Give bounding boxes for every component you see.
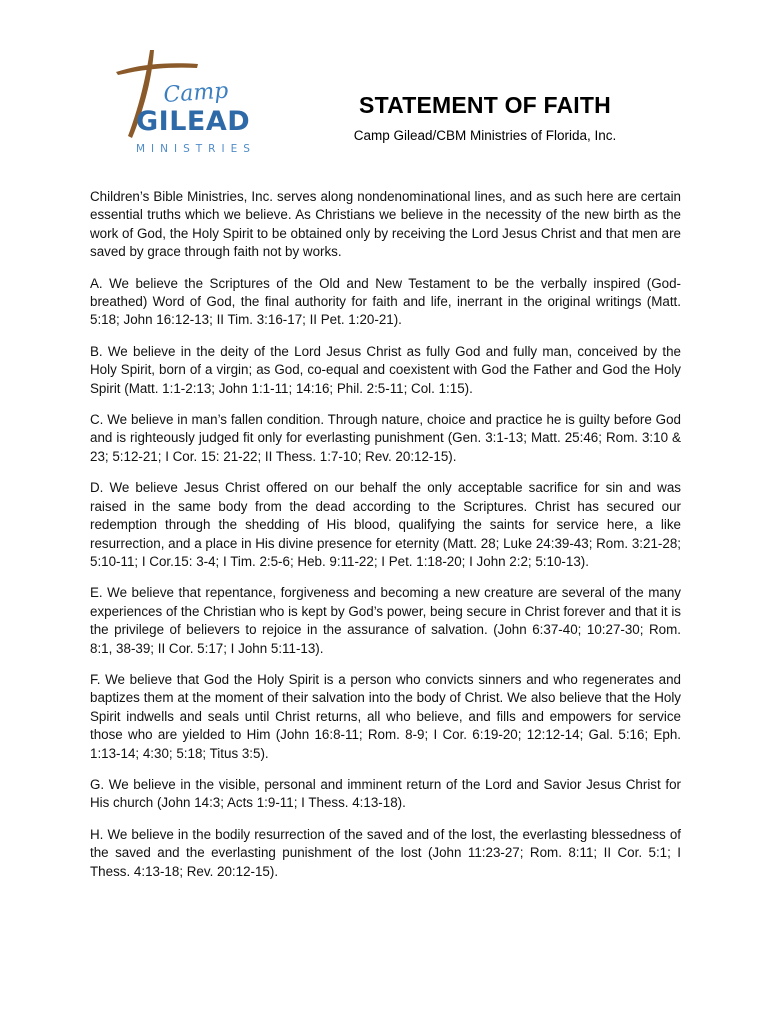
belief-f-paragraph: F. We believe that God the Holy Spirit is a person who convicts sinners and who regenerates and baptizes them at the moment of their salvation into the body of Christ. We also believe that the Holy Spirit indwells and seals until Christ returns, all who believe, and fills and empowers for service those who are yielded to Him (John 16:8-11; Rom. 8-9; I Cor. 6:19-20; 12:12-14; Gal. 5:16; Eph. 1:13-14; 4:30; 5:18; Titus 3:5).	[90, 671, 681, 761]
camp-gilead-logo	[110, 46, 285, 158]
belief-d-paragraph: D. We believe Jesus Christ offered on our behalf the only acceptable sacrifice for sin and was raised in the same body from the dead according to the Scriptures. Christ has secured our redemption through the shedding of His blood, qualifying the saints for service here, a like resurrection, and a place in His divine presence for eternity (Matt. 28; Luke 24:39-43; Rom. 3:21-28; 5:10-11; I Cor.15: 3-4; I Tim. 2:5-6; Heb. 9:11-22; I Pet. 1:18-20; I John 2:2; 5:10-13).	[90, 480, 681, 569]
belief-e-paragraph: E. We believe that repentance, forgiveness and becoming a new creature are several of the many experiences of the Christian who is kept by God’s power, being secure in Christ forever and that it is the privilege of believers to rejoice in the assurance of salvation. (John 6:37-40; 10:27-30; Rom. 8:1, 38-39; II Cor. 5:17; I John 5:11-13).	[90, 585, 681, 656]
belief-h-paragraph: H. We believe in the bodily resurrection of the saved and of the lost, the everlasting blessedness of the saved and the everlasting punishment of the lost (John 11:23-27; Rom. 8:11; II Cor. 5:1; I Thess. 4:13-18; Rev. 20:12-15).	[90, 826, 681, 879]
logo-script-text: Camp	[162, 78, 230, 108]
belief-c-paragraph: C. We believe in man’s fallen condition. Through nature, choice and practice he is guilty before God and is righteously judged fit only for everlasting punishment (Gen. 3:1-13; Matt. 25:46; Rom. 3:10 & 23; 5:12-21; I Cor. 15: 21-22; II Thess. 1:7-10; Rev. 20:12-15).	[90, 412, 681, 464]
belief-a-paragraph: A. We believe the Scriptures of the Old and New Testament to be the verbally inspired (God-breathed) Word of God, the final authority for faith and life, inerrant in the original writings (Matt. 5:18; John 16:12-13; II Tim. 3:16-17; II Pet. 1:20-21).	[90, 275, 681, 328]
logo-main-text: GILEAD	[136, 106, 251, 137]
logo-sub-text: MINISTRIES	[136, 143, 256, 155]
cross-icon	[116, 63, 198, 75]
page-subtitle: Camp Gilead/CBM Ministries of Florida, Inc.	[353, 128, 617, 143]
belief-g-paragraph: G. We believe in the visible, personal and imminent return of the Lord and Savior Jesus Christ for His church (John 14:3; Acts 1:9-11; I Thess. 4:13-18).	[90, 776, 681, 811]
document-header	[310, 92, 660, 143]
page-title: STATEMENT OF FAITH	[359, 92, 611, 118]
document-body	[90, 188, 681, 894]
intro-paragraph: Children’s Bible Ministries, Inc. serves along nondenominational lines, and as such here are certain essential truths which we believe. As Christians we believe in the necessity of the new birth as the work of God, the Holy Spirit to be obtained only by receiving the Lord Jesus Christ and that men are saved by grace through faith not by works.	[90, 189, 681, 260]
belief-b-paragraph: B. We believe in the deity of the Lord Jesus Christ as fully God and fully man, conceived by the Holy Spirit, born of a virgin; as God, co-equal and coexistent with God the Father and God the Holy Spirit (Matt. 1:1-2:13; John 1:1-11; 14:16; Phil. 2:5-11; Col. 1:15).	[90, 343, 681, 396]
